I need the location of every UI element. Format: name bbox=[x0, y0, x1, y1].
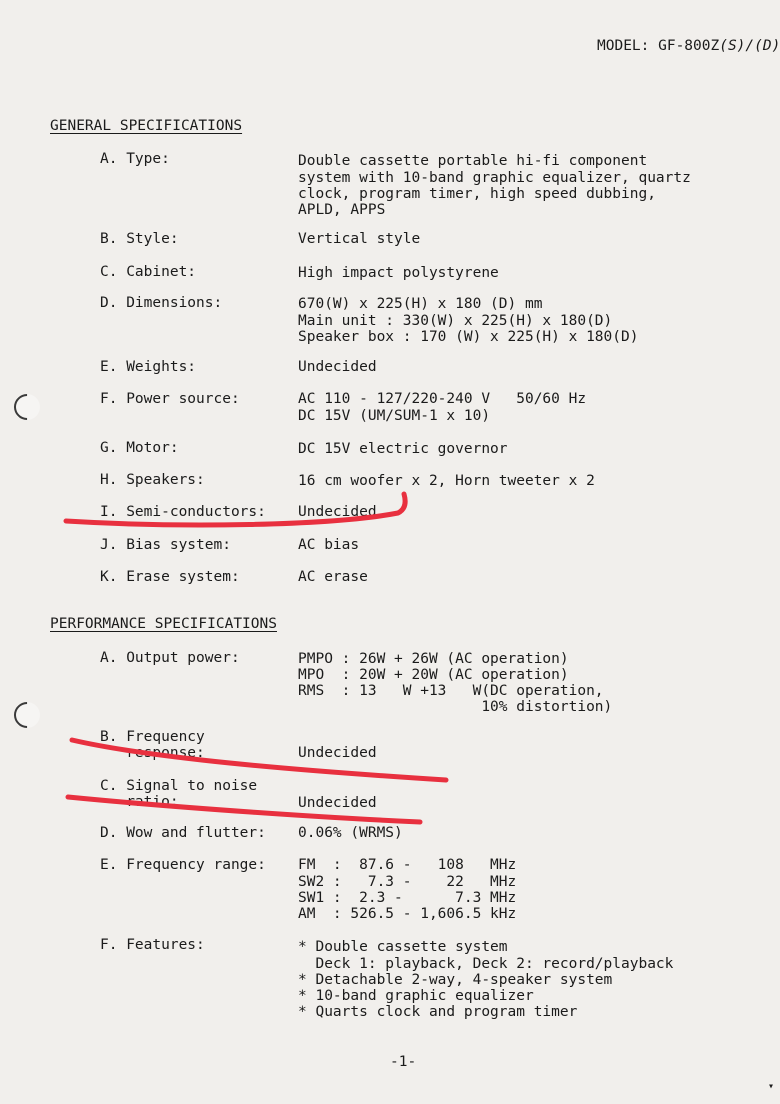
features-line: * Detachable 2-way, 4-speaker system bbox=[298, 972, 613, 988]
frequency-response-label: response: bbox=[100, 745, 205, 761]
semi-conductors-label: I. Semi-conductors: bbox=[100, 504, 266, 520]
signal-to-noise-label: C. Signal to noise bbox=[100, 778, 258, 794]
wow-flutter-label: D. Wow and flutter: bbox=[100, 825, 266, 841]
weights-label: E. Weights: bbox=[100, 359, 197, 375]
frequency-range-line: AM : 526.5 - 1,606.5 kHz bbox=[298, 906, 517, 922]
type-line: APLD, APPS bbox=[298, 202, 386, 218]
output-power-label: A. Output power: bbox=[100, 650, 240, 666]
features-line: * 10-band graphic equalizer bbox=[298, 988, 534, 1004]
dimensions-line: Speaker box : 170 (W) x 225(H) x 180(D) bbox=[298, 329, 639, 345]
semi-conductors-value: Undecided bbox=[298, 504, 377, 520]
signal-to-noise-value: Undecided bbox=[298, 795, 377, 811]
speakers-label: H. Speakers: bbox=[100, 472, 205, 488]
dimensions-line: 670(W) x 225(H) x 180 (D) mm bbox=[298, 296, 543, 312]
features-line: * Double cassette system bbox=[298, 939, 508, 955]
speakers-value: 16 cm woofer x 2, Horn tweeter x 2 bbox=[298, 473, 595, 489]
frequency-response-value: Undecided bbox=[298, 745, 377, 761]
marker-stroke bbox=[72, 740, 446, 780]
features-line: Deck 1: playback, Deck 2: record/playback bbox=[298, 956, 674, 972]
cabinet-value: High impact polystyrene bbox=[298, 265, 499, 281]
frequency-range-line: FM : 87.6 - 108 MHz bbox=[298, 857, 517, 873]
power-source-line: DC 15V (UM/SUM-1 x 10) bbox=[298, 408, 491, 424]
features-line: * Quarts clock and program timer bbox=[298, 1004, 578, 1020]
model-number: MODEL: GF-800Z(S)/(D) bbox=[597, 38, 780, 54]
type-label: A. Type: bbox=[100, 151, 170, 167]
corner-mark: ▾ bbox=[767, 1081, 774, 1092]
output-power-line: PMPO : 26W + 26W (AC operation) bbox=[298, 651, 569, 667]
dimensions-label: D. Dimensions: bbox=[100, 295, 223, 311]
frequency-response-label: B. Frequency bbox=[100, 729, 205, 745]
features-label: F. Features: bbox=[100, 937, 205, 953]
type-line: clock, program timer, high speed dubbing, bbox=[298, 186, 656, 202]
cabinet-label: C. Cabinet: bbox=[100, 264, 197, 280]
style-value: Vertical style bbox=[298, 231, 421, 247]
output-power-line: MPO : 20W + 20W (AC operation) bbox=[298, 667, 569, 683]
wow-flutter-value: 0.06% (WRMS) bbox=[298, 825, 403, 841]
style-label: B. Style: bbox=[100, 231, 179, 247]
output-power-line: 10% distortion) bbox=[298, 699, 613, 715]
general-specifications-heading: GENERAL SPECIFICATIONS bbox=[50, 118, 243, 134]
motor-label: G. Motor: bbox=[100, 440, 179, 456]
dimensions-line: Main unit : 330(W) x 225(H) x 180(D) bbox=[298, 313, 613, 329]
marker-stroke bbox=[66, 494, 405, 525]
power-source-label: F. Power source: bbox=[100, 391, 240, 407]
frequency-range-line: SW1 : 2.3 - 7.3 MHz bbox=[298, 890, 517, 906]
weights-value: Undecided bbox=[298, 359, 377, 375]
frequency-range-label: E. Frequency range: bbox=[100, 857, 266, 873]
performance-specifications-heading: PERFORMANCE SPECIFICATIONS bbox=[50, 616, 277, 632]
signal-to-noise-label: ratio: bbox=[100, 794, 179, 810]
erase-system-value: AC erase bbox=[298, 569, 368, 585]
marker-stroke bbox=[68, 797, 420, 822]
frequency-range-line: SW2 : 7.3 - 22 MHz bbox=[298, 874, 517, 890]
bias-system-value: AC bias bbox=[298, 537, 360, 553]
type-line: system with 10-band graphic equalizer, quartz bbox=[298, 170, 691, 186]
motor-value: DC 15V electric governor bbox=[298, 441, 508, 457]
erase-system-label: K. Erase system: bbox=[100, 569, 240, 585]
type-line: Double cassette portable hi-fi component bbox=[298, 153, 648, 169]
power-source-line: AC 110 - 127/220-240 V 50/60 Hz bbox=[298, 391, 587, 407]
output-power-line: RMS : 13 W +13 W(DC operation, bbox=[298, 683, 604, 699]
page-number: -1- bbox=[390, 1054, 417, 1070]
bias-system-label: J. Bias system: bbox=[100, 537, 231, 553]
